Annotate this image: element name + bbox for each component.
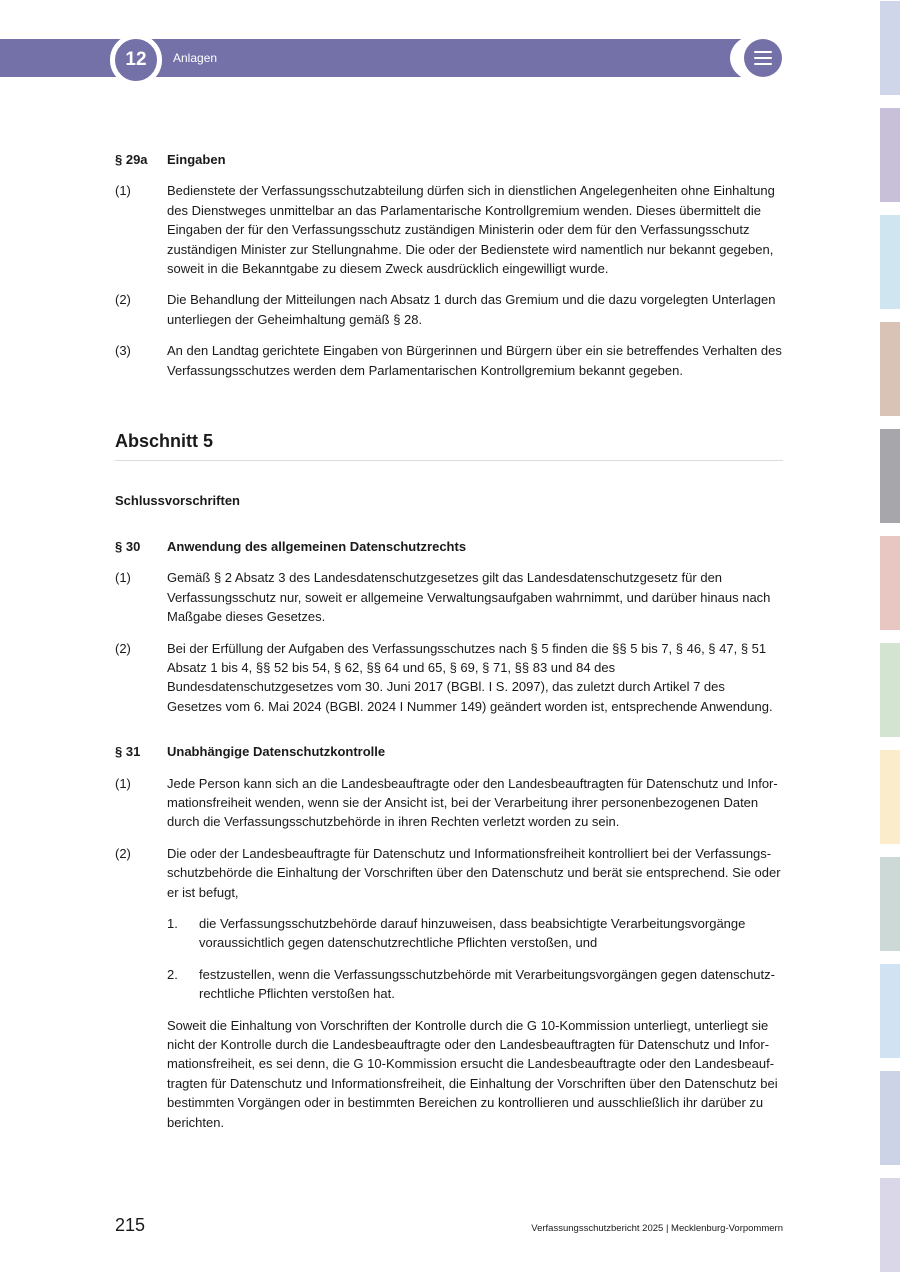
paragraph-number: (1) [115, 570, 131, 586]
section-subheading: Schlussvorschriften [115, 493, 240, 509]
paragraph [115, 844, 783, 1132]
chapter-tab[interactable] [880, 536, 900, 630]
chapter-title: Anlagen [173, 51, 218, 65]
paragraph [115, 341, 783, 380]
paragraph [115, 181, 783, 278]
paragraph-text: Bedienstete der Verfassungsschutzabteilung dürfen sich in dienstlichen Angelegenheiten ohne Einhaltung des Dienstweges unmittelbar an das Parlamentarische Kontrollgremium wenden. Dieses übermittelt die Eingaben der für den Verfassungsschutz zuständigen Ministerin oder dem für den Verfassungsschutz zuständigen Minister zur Stellungnahme. Die oder der Bedienstete wird namentlich nur bekannt gegeben, soweit in die Bekanntgabe zu diesem Zweck ausdrücklich eingewilligt wurde. [167, 183, 775, 277]
chapter-tab[interactable] [880, 429, 900, 523]
spacer [115, 728, 783, 742]
paragraph-text: Bei der Erfüllung der Aufgaben des Verfassungsschutzes nach § 5 finden die §§ 5 bis 7, § 46, § 47, § 51 Absatz 1 bis 4, §§ 52 bis 54, § 62, §§ 64 und 65, § 69, § 71, §§ 83 und 84 des Bundesdatenschutzgesetzes vom 30. Juni 2017 (BGBl. I S. 2097), das zuletzt durch Artikel 7 des Gesetzes vom 6. Mai 2024 (BGBl. 2024 I Nummer 149) geändert worden ist, entsprechende Anwendung. [167, 640, 773, 714]
chapter-tabs [880, 0, 900, 1272]
list-item [167, 914, 783, 953]
paragraph [115, 639, 783, 717]
chapter-number-badge: 12 [110, 34, 162, 86]
menu-line [754, 63, 772, 65]
footer-text: Verfassungsschutzbericht 2025 | Mecklenburg-Vorpommern [531, 1223, 783, 1234]
paragraph-text: Soweit die Einhaltung von Vorschriften der Kontrolle durch die G 10-Kommission unterliegt, unterliegt sie nicht der Kontrolle durch die Landesbeauftragte oder den Landesbeauftragten für Datenschutz und Informationsfreiheit, es sei denn, die G 10-Kommission ersucht die Landesbeauftragte oder den Landesbeauftragten für Datenschutz und Informationsfreiheit, die Einhaltung der Vorschriften über den Datenschutz bei bestimmten Vorgängen oder in bestimmten Bereichen zu kontrollieren und ausschließlich ihr darüber zu berichten. [167, 1017, 778, 1130]
main-content [115, 150, 783, 1144]
section-30-heading [115, 537, 783, 556]
menu-line [754, 51, 772, 53]
section-number: § 30 [115, 538, 141, 554]
section-title: Anwendung des allgemeinen Datenschutzrechts [167, 538, 467, 554]
hamburger-menu-icon[interactable] [744, 39, 782, 77]
paragraph [115, 774, 783, 832]
paragraph-number: (2) [115, 845, 131, 861]
section-title: Unabhängige Datenschutzkontrolle [167, 744, 386, 760]
paragraph-text: Gemäß § 2 Absatz 3 des Landesdatenschutzgesetzes gilt das Landesdatenschutzgesetz für den Verfassungsschutz nur, soweit er allgemeine Verwaltungsaufgaben wahrnimmt, und darüber hinaus nach Maßgabe dieses Gesetzes. [167, 570, 771, 625]
paragraph-text: Die oder der Landesbeauftragte für Datenschutz und Informationsfreiheit kontrolliert bei der Verfassungsschutzbehörde die Einhaltung der Vorschriften über den Datenschutz und berät sie entsprechend. Sie oder er ist befugt, [167, 845, 781, 900]
paragraph-number: (3) [115, 343, 131, 359]
page-number: 215 [115, 1215, 146, 1235]
section-29a-heading [115, 150, 783, 169]
chapter-tab[interactable] [880, 322, 900, 416]
paragraph-number: (2) [115, 640, 131, 656]
paragraph-number: (1) [115, 775, 131, 791]
paragraph-body [167, 844, 783, 1132]
chapter-tab[interactable] [880, 108, 900, 202]
paragraph-text: Jede Person kann sich an die Landesbeauftragte oder den Landesbeauftragten für Datenschutz und Informationsfreiheit wenden, wenn sie der Ansicht ist, bei der Verarbeitung ihrer personenbezogenen Daten durch die Verfassungsschutzbehörde in ihren Rechten verletzt worden zu sein. [167, 775, 778, 830]
paragraph-number: (1) [115, 183, 131, 199]
list-item-number: 1. [167, 915, 178, 931]
chapter-tab[interactable] [880, 750, 900, 844]
list-item-number: 2. [167, 966, 178, 982]
chapter-tab[interactable] [880, 1071, 900, 1165]
list-item-text: die Verfassungsschutzbehörde darauf hinzuweisen, dass beabsichtigte Verarbeitungsvorgänge voraussichtlich gegen datenschutzrechtliche Pflichten verstoßen, und [199, 915, 746, 951]
list-item-text: festzustellen, wenn die Verfassungsschutzbehörde mit Verarbeitungsvorgängen gegen datenschutzrechtliche Pflichten verstoßen hat. [199, 966, 775, 1002]
chapter-tab[interactable] [880, 857, 900, 951]
paragraph [115, 568, 783, 626]
paragraph-text: Die Behandlung der Mitteilungen nach Absatz 1 durch das Gremium und die dazu vorgelegten Unterlagen unterliegen der Geheimhaltung gemäß § 28. [167, 292, 776, 327]
paragraph-text: An den Landtag gerichtete Eingaben von Bürgerinnen und Bürgern über ein sie betreffendes Verhalten des Verfassungsschutzes werden dem Parlamentarischen Kontrollgremium bekannt gegeben. [167, 343, 782, 378]
chapter-tab[interactable] [880, 643, 900, 737]
menu-line [754, 57, 772, 59]
section-title: Eingaben [167, 152, 226, 167]
chapter-tab[interactable] [880, 964, 900, 1058]
paragraph-number: (2) [115, 292, 131, 308]
section-31-heading [115, 742, 783, 761]
section-number: § 31 [115, 744, 141, 760]
paragraph [115, 290, 783, 329]
chapter-tab[interactable] [880, 215, 900, 309]
chapter-tab[interactable] [880, 1, 900, 95]
chapter-section-heading: Abschnitt 5 [115, 432, 783, 461]
list-item [167, 965, 783, 1004]
section-number: § 29a [115, 152, 148, 167]
chapter-tab[interactable] [880, 1178, 900, 1272]
